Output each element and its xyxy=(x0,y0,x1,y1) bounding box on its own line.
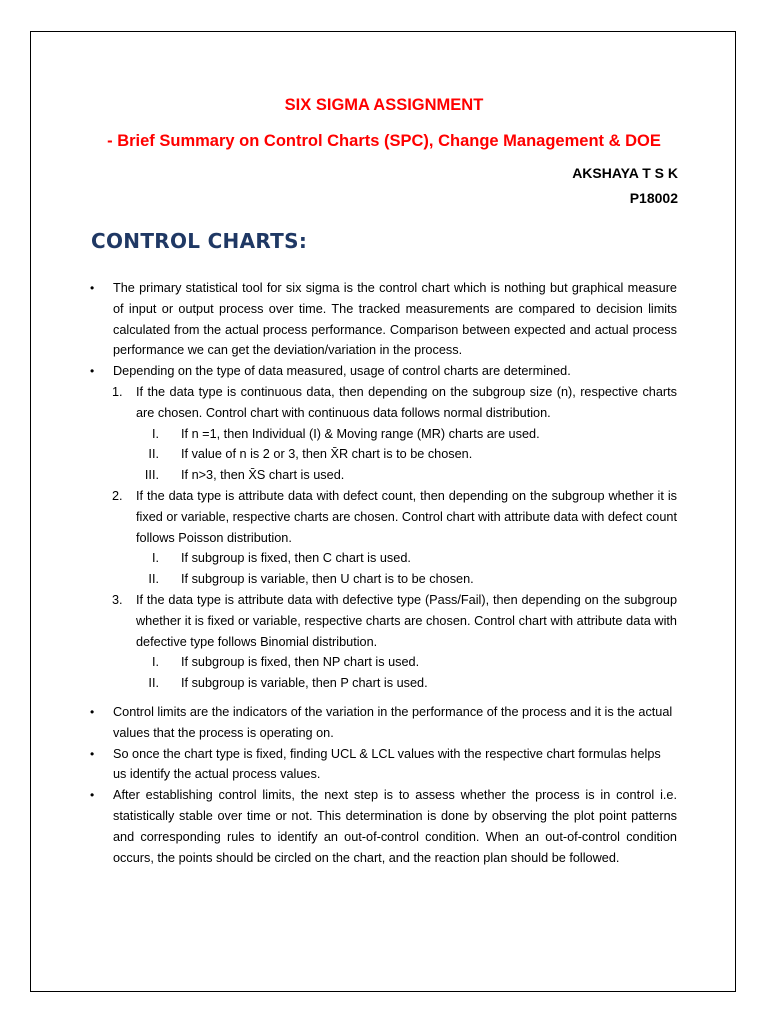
numbered-label: 2. xyxy=(112,488,123,503)
bullet-icon: • xyxy=(90,364,95,379)
sub-item xyxy=(91,424,677,445)
sub-item-label: I. xyxy=(151,426,159,441)
numbered-item xyxy=(91,590,677,652)
sub-item-label: I. xyxy=(151,551,159,566)
numbered-text: If the data type is attribute data with defect count, then depending on the subgroup whether it is fixed or variable, respective charts are chosen. Control chart with attribute data with defect count follows Poisson distribution. xyxy=(136,488,677,545)
bullet-text: After establishing control limits, the next step is to assess whether the process is in control i.e. statistically stable over time or not. This determination is done by observing the plot point patterns and corresponding rules to identify an out-of-control condition. When an out-of-control condition occurs, the points should be circled on the chart, and the reaction plan should be followed. xyxy=(113,788,677,865)
document-subtitle: - Brief Summary on Control Charts (SPC), Change Management & DOE xyxy=(107,132,661,150)
sub-item xyxy=(91,652,677,673)
sub-item xyxy=(91,465,677,486)
numbered-text: If the data type is attribute data with defective type (Pass/Fail), then depending on the subgroup whether it is fixed or variable, respective charts are chosen. Control chart with attribute data with defective type follows Binomial distribution. xyxy=(136,592,677,649)
bullet-icon: • xyxy=(90,704,95,719)
sub-item-text: If n =1, then Individual (I) & Moving range (MR) charts are used. xyxy=(181,426,540,441)
document-body xyxy=(91,278,677,868)
bullet-icon: • xyxy=(90,788,95,803)
bullet-item xyxy=(91,278,677,361)
sub-item xyxy=(91,673,677,694)
sub-item-text: If subgroup is variable, then U chart is to be chosen. xyxy=(181,572,474,587)
sub-item xyxy=(91,569,677,590)
spacer xyxy=(91,694,677,702)
sub-item xyxy=(91,444,677,465)
sub-item-label: I. xyxy=(151,655,159,670)
bullet-text: So once the chart type is fixed, finding UCL & LCL values with the respective chart formulas helps us identify the actual process values. xyxy=(113,746,661,782)
bullet-text: The primary statistical tool for six sigma is the control chart which is nothing but graphical measure of input or output process over time. The tracked measurements are compared to decision limits calculated from the actual process performance. Comparison between expected and actual process performance we can get the deviation/variation in the process. xyxy=(113,281,677,358)
sub-item-label: II. xyxy=(148,572,159,587)
bullet-item xyxy=(91,744,677,786)
author-id: P18002 xyxy=(629,190,678,206)
section-heading: CONTROL CHARTS: xyxy=(91,229,308,253)
numbered-item xyxy=(91,486,677,548)
bullet-icon: • xyxy=(90,281,95,295)
document-title: SIX SIGMA ASSIGNMENT xyxy=(284,96,484,114)
sub-item-label: II. xyxy=(148,676,159,691)
numbered-item xyxy=(91,382,677,424)
sub-item xyxy=(91,548,677,569)
sub-item-text: If subgroup is fixed, then C chart is used. xyxy=(181,551,411,566)
sub-item-label: II. xyxy=(148,447,159,462)
bullet-icon: • xyxy=(90,746,95,761)
sub-item-text: If value of n is 2 or 3, then X̄R chart is to be chosen. xyxy=(181,447,473,462)
bullet-text: Depending on the type of data measured, usage of control charts are determined. xyxy=(113,364,571,379)
numbered-label: 3. xyxy=(112,592,123,607)
bullet-item xyxy=(91,702,677,744)
numbered-label: 1. xyxy=(112,384,123,399)
numbered-text: If the data type is continuous data, then depending on the subgroup size (n), respective charts are chosen. Control chart with continuous data follows normal distribution. xyxy=(136,384,677,420)
bullet-text: Control limits are the indicators of the variation in the performance of the process and it is the actual values that the process is operating on. xyxy=(113,704,673,740)
sub-item-text: If subgroup is variable, then P chart is used. xyxy=(181,676,428,691)
sub-item-text: If subgroup is fixed, then NP chart is used. xyxy=(181,655,420,670)
bullet-item xyxy=(91,361,677,382)
author-name: AKSHAYA T S K xyxy=(572,165,678,181)
bullet-item xyxy=(91,785,677,868)
sub-item-text: If n>3, then X̄S chart is used. xyxy=(181,468,345,483)
sub-item-label: III. xyxy=(144,468,159,483)
